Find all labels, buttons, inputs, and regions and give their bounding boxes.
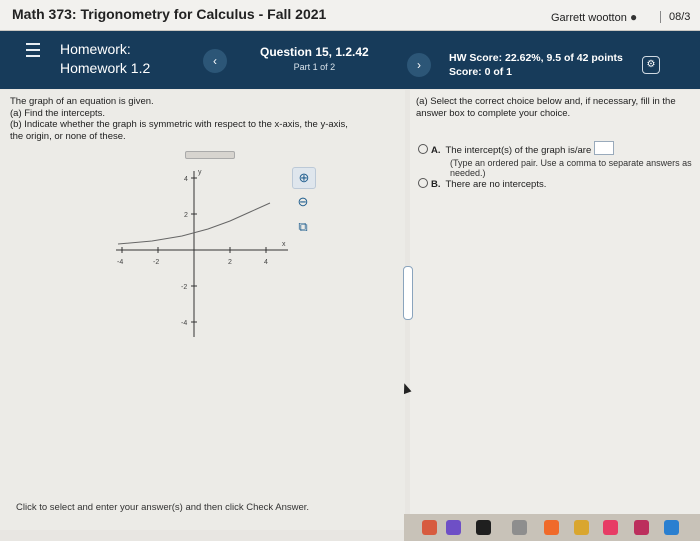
chevron-left-icon: ‹ <box>213 54 217 68</box>
option-a[interactable] <box>418 141 614 156</box>
question-score: Score: 0 of 1 <box>449 66 513 78</box>
zoom-in-icon[interactable]: ⊕ <box>292 167 316 189</box>
problem-line-2: (a) Find the intercepts. <box>10 107 106 119</box>
score-info <box>449 51 623 79</box>
option-b[interactable] <box>418 178 546 190</box>
y-tick-label-minus-4: -4 <box>181 320 188 327</box>
x-tick-label-minus-2: -2 <box>153 259 160 266</box>
pane-divider-handle[interactable] <box>403 266 413 320</box>
question-label: Question 15, 1.2.42 <box>260 45 369 59</box>
user-name[interactable]: Garrett wootton <box>551 12 627 24</box>
problem-line-1: The graph of an equation is given. <box>10 96 154 107</box>
homework-name: Homework 1.2 <box>60 60 151 76</box>
top-bar <box>0 0 700 31</box>
date: 08/3 <box>660 11 690 23</box>
option-a-letter: A. <box>431 145 441 156</box>
part-label: Part 1 of 2 <box>293 62 336 72</box>
question-info <box>260 45 369 72</box>
pane-resize-handle[interactable] <box>185 151 235 159</box>
app-icon[interactable] <box>446 520 461 535</box>
option-a-text: The intercept(s) of the graph is/are <box>445 145 592 156</box>
app-icon[interactable] <box>512 520 527 535</box>
option-b-text: There are no intercepts. <box>445 179 547 190</box>
answer-prompt: (a) Select the correct choice below and, if necessary, fill in the answer box to complete your choice. <box>416 96 676 119</box>
equation-graph <box>112 166 292 341</box>
problem-line-3: (b) Indicate whether the graph is symmetric with respect to the x-axis, the y-axis, <box>10 119 348 130</box>
problem-statement <box>10 96 348 142</box>
app-icon[interactable] <box>574 520 589 535</box>
homework-title <box>60 40 150 78</box>
x-tick-label-minus-4: -4 <box>117 259 124 266</box>
option-b-letter: B. <box>431 179 441 190</box>
problem-line-4: the origin, or none of these. <box>10 130 126 142</box>
course-title: Math 373: Trigonometry for Calculus - Fall 2021 <box>12 6 327 22</box>
option-a-note: (Type an ordered pair. Use a comma to separate answers as needed.) <box>450 158 692 178</box>
y-axis-label: y <box>198 169 202 176</box>
tv-app-icon[interactable] <box>476 520 491 535</box>
homework-label: Homework: <box>60 41 131 57</box>
x-tick-label-4: 4 <box>264 259 268 266</box>
settings-icon[interactable]: ⚙ <box>642 56 660 74</box>
y-tick-label-2: 2 <box>184 212 188 219</box>
option-b-radio[interactable] <box>418 178 428 188</box>
hw-score: HW Score: 22.62%, 9.5 of 42 points <box>449 52 623 64</box>
x-axis-label: x <box>282 241 286 248</box>
x-tick-label-2: 2 <box>228 259 232 266</box>
app-icon[interactable] <box>603 520 618 535</box>
option-a-radio[interactable] <box>418 144 428 154</box>
user-icon[interactable]: ● <box>630 10 638 24</box>
y-tick-label-minus-2: -2 <box>181 284 188 291</box>
app-icon[interactable] <box>664 520 679 535</box>
chevron-right-icon: › <box>417 58 421 72</box>
intercepts-answer-input[interactable] <box>594 141 614 155</box>
app-icon[interactable] <box>422 520 437 535</box>
zoom-out-icon[interactable]: ⊖ <box>297 194 309 209</box>
app-icon[interactable] <box>634 520 649 535</box>
next-question-button[interactable] <box>407 53 431 77</box>
y-tick-label-4: 4 <box>184 176 188 183</box>
menu-icon[interactable] <box>26 43 40 57</box>
homework-header <box>0 31 700 89</box>
mac-dock <box>404 514 700 541</box>
previous-question-button[interactable] <box>203 49 227 73</box>
popout-icon[interactable]: ⧉ <box>298 219 308 234</box>
instruction-text: Click to select and enter your answer(s) and then click Check Answer. <box>16 502 310 513</box>
answer-pane <box>410 90 700 530</box>
app-icon[interactable] <box>544 520 559 535</box>
